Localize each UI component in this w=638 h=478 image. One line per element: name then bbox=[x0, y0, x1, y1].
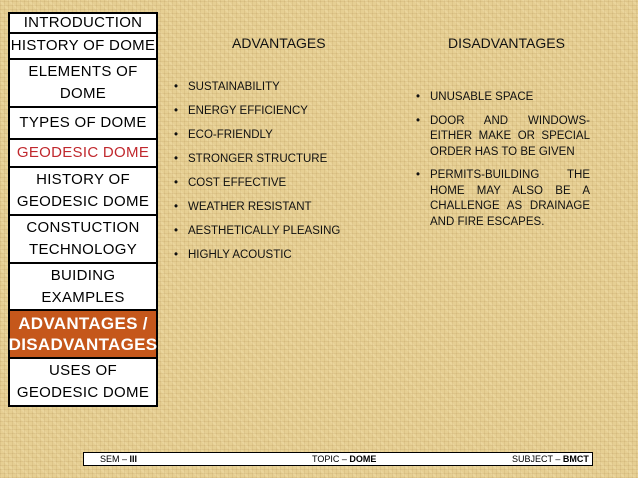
list-item: • ENERGY EFFICIENCY bbox=[172, 104, 382, 120]
list-item: • STRONGER STRUCTURE bbox=[172, 152, 382, 168]
nav-item-history-of-dome[interactable]: HISTORY OF DOME bbox=[8, 32, 158, 60]
nav-item-geodesic-dome[interactable]: GEODESIC DOME bbox=[8, 138, 158, 168]
nav-item-types-of-dome[interactable]: TYPES OF DOME bbox=[8, 106, 158, 140]
advantages-list bbox=[172, 80, 382, 272]
list-item: • AESTHETICALLY PLEASING bbox=[172, 224, 382, 240]
list-item: • PERMITS-BUILDING THE HOME MAY ALSO BE A CHALLENGE AS DRAINAGE AND FIRE ESCAPES. bbox=[414, 168, 590, 230]
list-item: • UNUSABLE SPACE bbox=[414, 90, 590, 106]
list-item: • WEATHER RESISTANT bbox=[172, 200, 382, 216]
advantages-heading: ADVANTAGES bbox=[232, 35, 326, 51]
footer-semester-label: SEM – bbox=[100, 454, 130, 464]
nav-item-building-examples[interactable]: BUIDING EXAMPLES bbox=[8, 262, 158, 311]
nav-item-introduction[interactable]: INTRODUCTION bbox=[8, 12, 158, 34]
nav-item-construction-technology[interactable]: CONSTUCTION TECHNOLOGY bbox=[8, 214, 158, 264]
footer-subject-label: SUBJECT – bbox=[512, 454, 563, 464]
list-item: • HIGHLY ACOUSTIC bbox=[172, 248, 382, 264]
nav-item-uses-of-geodesic-dome[interactable]: USES OF GEODESIC DOME bbox=[8, 357, 158, 407]
footer-topic-value: DOME bbox=[349, 454, 377, 464]
section-nav bbox=[8, 12, 158, 405]
footer-semester-value: III bbox=[129, 454, 138, 464]
list-item: • COST EFFECTIVE bbox=[172, 176, 382, 192]
nav-item-elements-of-dome[interactable]: ELEMENTS OF DOME bbox=[8, 58, 158, 108]
footer-bar bbox=[83, 452, 593, 466]
footer-topic-label: TOPIC – bbox=[312, 454, 350, 464]
list-item: • ECO-FRIENDLY bbox=[172, 128, 382, 144]
footer-subject bbox=[512, 454, 589, 464]
disadvantages-heading: DISADVANTAGES bbox=[448, 35, 565, 51]
footer-subject-value: BMCT bbox=[562, 454, 589, 464]
disadvantages-list bbox=[414, 90, 590, 238]
list-item: • DOOR AND WINDOWS- EITHER MAKE OR SPECIAL ORDER HAS TO BE GIVEN bbox=[414, 114, 590, 161]
nav-item-advantages-disadvantages[interactable]: ADVANTAGES / DISADVANTAGES bbox=[8, 309, 158, 359]
footer-topic bbox=[312, 454, 376, 464]
list-item: • SUSTAINABILITY bbox=[172, 80, 382, 96]
footer-semester bbox=[100, 454, 137, 464]
nav-item-history-of-geodesic-dome[interactable]: HISTORY OF GEODESIC DOME bbox=[8, 166, 158, 216]
